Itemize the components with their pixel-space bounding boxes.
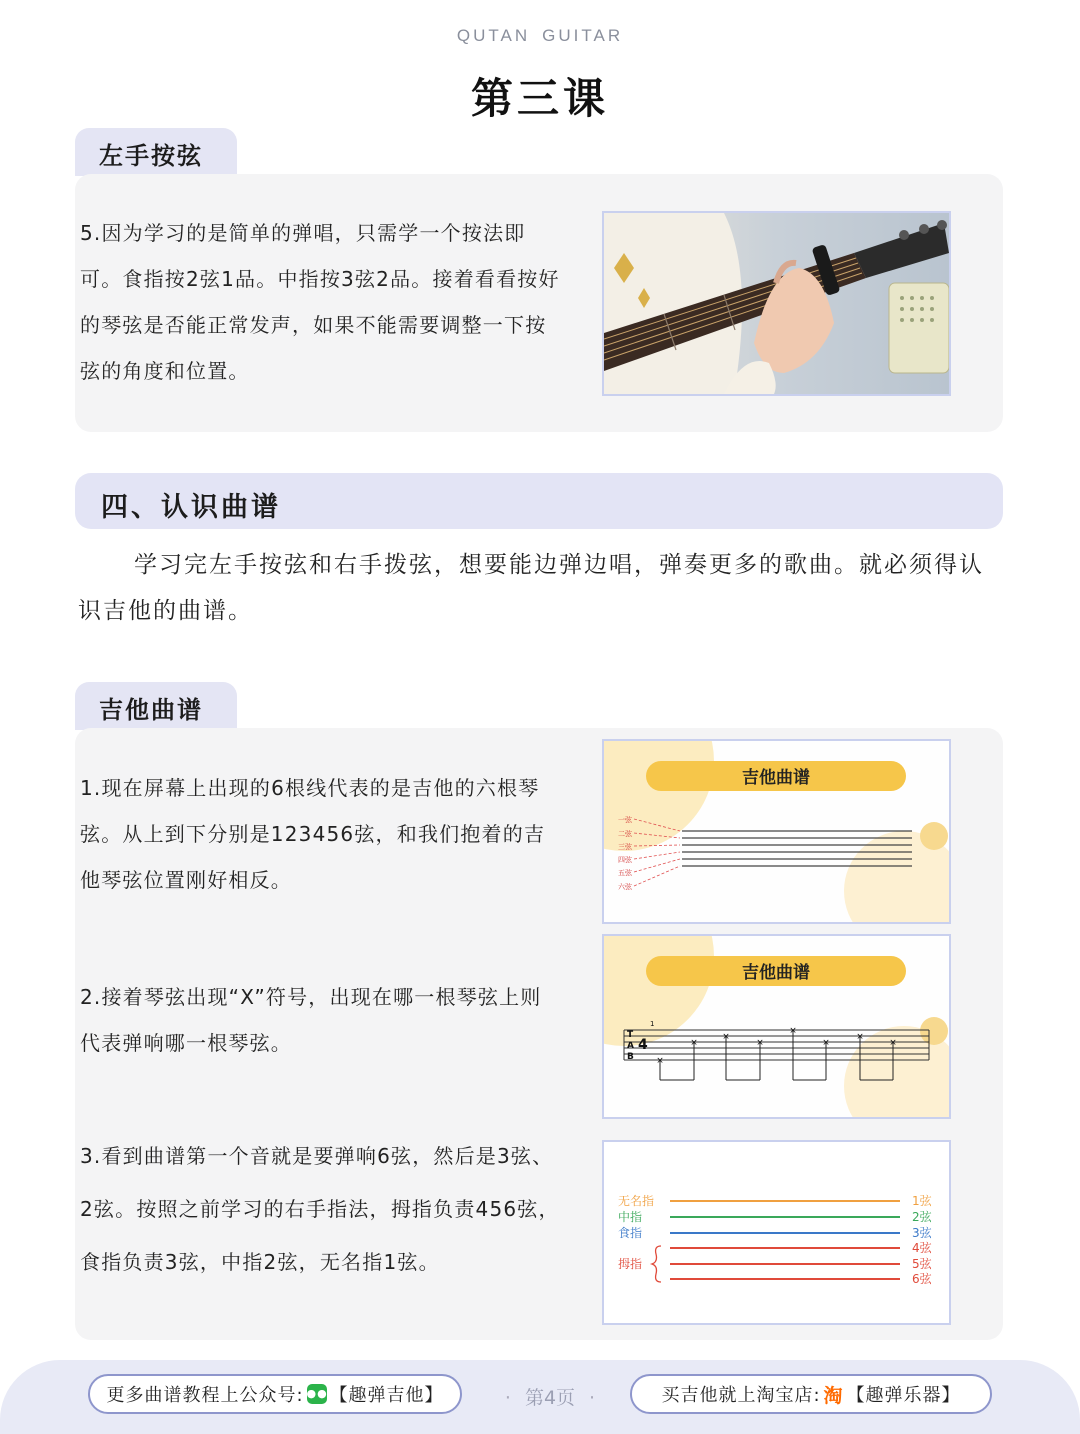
string-name-1: 一弦 bbox=[618, 816, 632, 824]
slide-six-strings bbox=[602, 739, 951, 924]
slide1-title: 吉他曲谱 bbox=[742, 768, 810, 788]
string-name-4: 四弦 bbox=[618, 856, 632, 864]
svg-text:×: × bbox=[656, 1056, 664, 1066]
wechat-prompt-text: 更多曲谱教程上公众号: bbox=[106, 1385, 304, 1406]
svg-text:×: × bbox=[756, 1038, 764, 1048]
tab-clef-t: T bbox=[627, 1030, 634, 1040]
taobao-icon: 淘 bbox=[823, 1384, 844, 1407]
wechat-account-name: 【趣弹吉他】 bbox=[329, 1385, 444, 1406]
svg-text:×: × bbox=[722, 1032, 730, 1042]
svg-text:×: × bbox=[889, 1038, 897, 1048]
string-label-3: 3弦 bbox=[912, 1226, 932, 1240]
measure-number: 1 bbox=[650, 1020, 655, 1028]
brand-word-1: QUTAN bbox=[456, 26, 531, 45]
string-label-5: 5弦 bbox=[912, 1257, 932, 1271]
svg-text:×: × bbox=[789, 1026, 797, 1036]
finger-label-ring: 无名指 bbox=[618, 1194, 655, 1208]
tab-paragraph-1: 1.现在屏幕上出现的6根线代表的是吉他的六根琴弦。从上到下分别是123456弦，和我们抱着的吉他琴弦位置刚好相反。 bbox=[80, 776, 546, 892]
string-label-2: 2弦 bbox=[912, 1210, 932, 1224]
guitar-tab-label: 吉他曲谱 bbox=[75, 682, 237, 730]
page-number-text: 第4页 bbox=[524, 1387, 576, 1409]
finger-label-thumb: 拇指 bbox=[618, 1257, 643, 1271]
taobao-prompt-text: 买吉他就上淘宝店: bbox=[661, 1385, 821, 1406]
string-name-2: 二弦 bbox=[618, 830, 632, 838]
string-label-4: 4弦 bbox=[912, 1241, 932, 1255]
page-title: 第三课 bbox=[470, 74, 609, 123]
left-hand-paragraph: 5.因为学习的是简单的弹唱，只需学一个按法即可。食指按2弦1品。中指按3弦2品。接着看看按好的琴弦是否能正常发声，如果不能需要调整一下按弦的角度和位置。 bbox=[80, 221, 560, 383]
left-hand-tab-label: 左手按弦 bbox=[75, 128, 237, 176]
wechat-account-pill[interactable] bbox=[88, 1374, 462, 1414]
finger-label-index: 食指 bbox=[618, 1226, 643, 1240]
string-name-3: 三弦 bbox=[618, 843, 632, 851]
section-intro-paragraph: 学习完左手按弦和右手拨弦，想要能边弹边唱，弹奏更多的歌曲。就必须得认识吉他的曲谱。 bbox=[78, 552, 984, 624]
slide-finger-string-map bbox=[602, 1140, 951, 1325]
slide2-title: 吉他曲谱 bbox=[742, 963, 810, 983]
wechat-icon: ●● bbox=[307, 1384, 327, 1404]
string-label-6: 6弦 bbox=[912, 1272, 932, 1286]
string-name-6: 六弦 bbox=[618, 883, 632, 891]
section-banner-read-tab: 四、认识曲谱 bbox=[75, 473, 1003, 529]
tab-clef-b: B bbox=[627, 1052, 634, 1062]
svg-text:×: × bbox=[822, 1038, 830, 1048]
page-number: · 第4页 · bbox=[504, 1387, 596, 1409]
tab-clef-a: A bbox=[627, 1041, 634, 1051]
svg-text:×: × bbox=[856, 1032, 864, 1042]
taobao-shop-pill[interactable] bbox=[630, 1374, 992, 1414]
svg-text:×: × bbox=[690, 1038, 698, 1048]
taobao-shop-name: 【趣弹乐器】 bbox=[846, 1385, 961, 1406]
brand-logo-text bbox=[0, 26, 1080, 46]
tab-paragraph-3: 3.看到曲谱第一个音就是要弹响6弦，然后是3弦、2弦。按照之前学习的右手指法，拇指负责456弦，食指负责3弦，中指2弦，无名指1弦。 bbox=[80, 1144, 560, 1274]
string-label-1: 1弦 bbox=[912, 1194, 932, 1208]
finger-label-middle: 中指 bbox=[618, 1210, 643, 1224]
time-signature: 4 bbox=[638, 1037, 648, 1053]
brand-word-2: GUITAR bbox=[542, 26, 624, 45]
slide-tab-x-marks bbox=[602, 934, 951, 1119]
tab-paragraph-2: 2.接着琴弦出现“X”符号，出现在哪一根琴弦上则代表弹响哪一根琴弦。 bbox=[80, 985, 542, 1055]
string-name-5: 五弦 bbox=[618, 869, 632, 877]
guitar-fretting-photo bbox=[602, 211, 951, 396]
